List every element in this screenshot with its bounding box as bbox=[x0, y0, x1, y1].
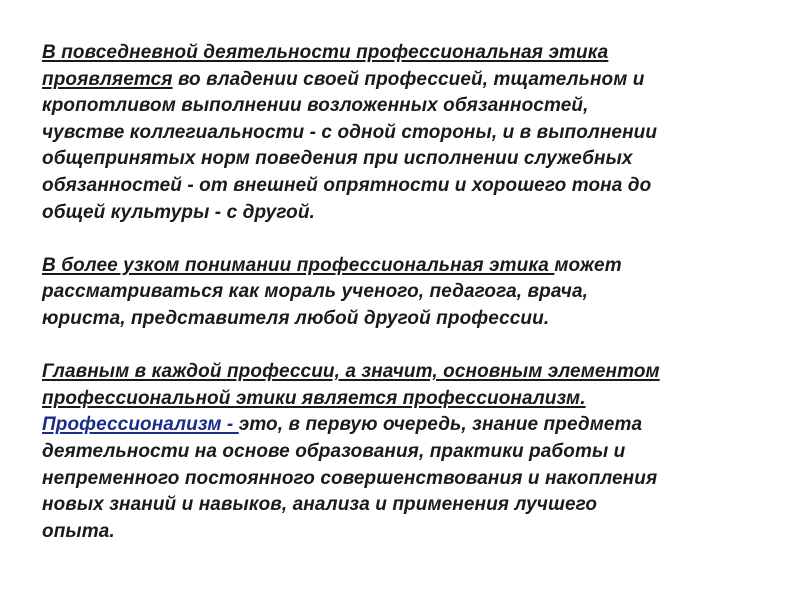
text-fragment: может bbox=[554, 254, 622, 276]
text-line: чувстве коллегиальности - с одной стороны, и в выполнении bbox=[42, 121, 658, 143]
text-fragment: это, в первую очередь, знание предмета bbox=[238, 414, 643, 436]
text-line bbox=[42, 412, 772, 439]
text-line: кропотливом выполнении возложенных обязанностей, bbox=[42, 95, 589, 117]
underlined-phrase: проявляется bbox=[42, 68, 173, 90]
underlined-phrase: В повседневной деятельности профессиональная этика bbox=[42, 42, 609, 63]
paragraph-professionalism bbox=[42, 359, 772, 545]
text-line bbox=[42, 67, 772, 94]
text-line bbox=[42, 40, 772, 67]
text-line: рассматриваться как мораль ученого, педагога, врача, bbox=[42, 281, 588, 303]
professionalism-term: Профессионализм bbox=[42, 414, 222, 436]
text-line: новых знаний и навыков, анализа и применения лучшего bbox=[42, 494, 598, 516]
text-line: непременного постоянного совершенствования и накопления bbox=[42, 467, 658, 489]
text-line: общей культуры - с другой. bbox=[42, 201, 315, 223]
text-line: общепринятых норм поведения при исполнении служебных bbox=[42, 148, 633, 170]
underlined-phrase: Главным в каждой профессии, а значит, основным элементом bbox=[42, 361, 660, 383]
text-line: юриста, представителя любой другой профессии. bbox=[42, 307, 550, 329]
underlined-phrase: В более узком понимании профессиональная этика bbox=[42, 254, 555, 276]
text-line: деятельности на основе образования, практики работы и bbox=[42, 440, 626, 462]
text-line bbox=[42, 386, 772, 413]
paragraph-spacer bbox=[42, 226, 772, 253]
term-dash: - bbox=[221, 414, 239, 436]
paragraph-narrow-understanding bbox=[42, 253, 772, 333]
paragraph-professional-ethics-everyday bbox=[42, 40, 772, 226]
text-fragment: во владении своей профессией, тщательном и bbox=[172, 68, 645, 90]
paragraph-spacer bbox=[42, 333, 772, 360]
text-line: обязанностей - от внешней опрятности и хорошего тона до bbox=[42, 174, 652, 196]
underlined-phrase: профессиональной этики является профессионализм. bbox=[42, 387, 586, 409]
slide-body bbox=[42, 40, 772, 545]
text-line: опыта. bbox=[42, 520, 115, 542]
text-line bbox=[42, 359, 772, 386]
text-line bbox=[42, 253, 772, 280]
